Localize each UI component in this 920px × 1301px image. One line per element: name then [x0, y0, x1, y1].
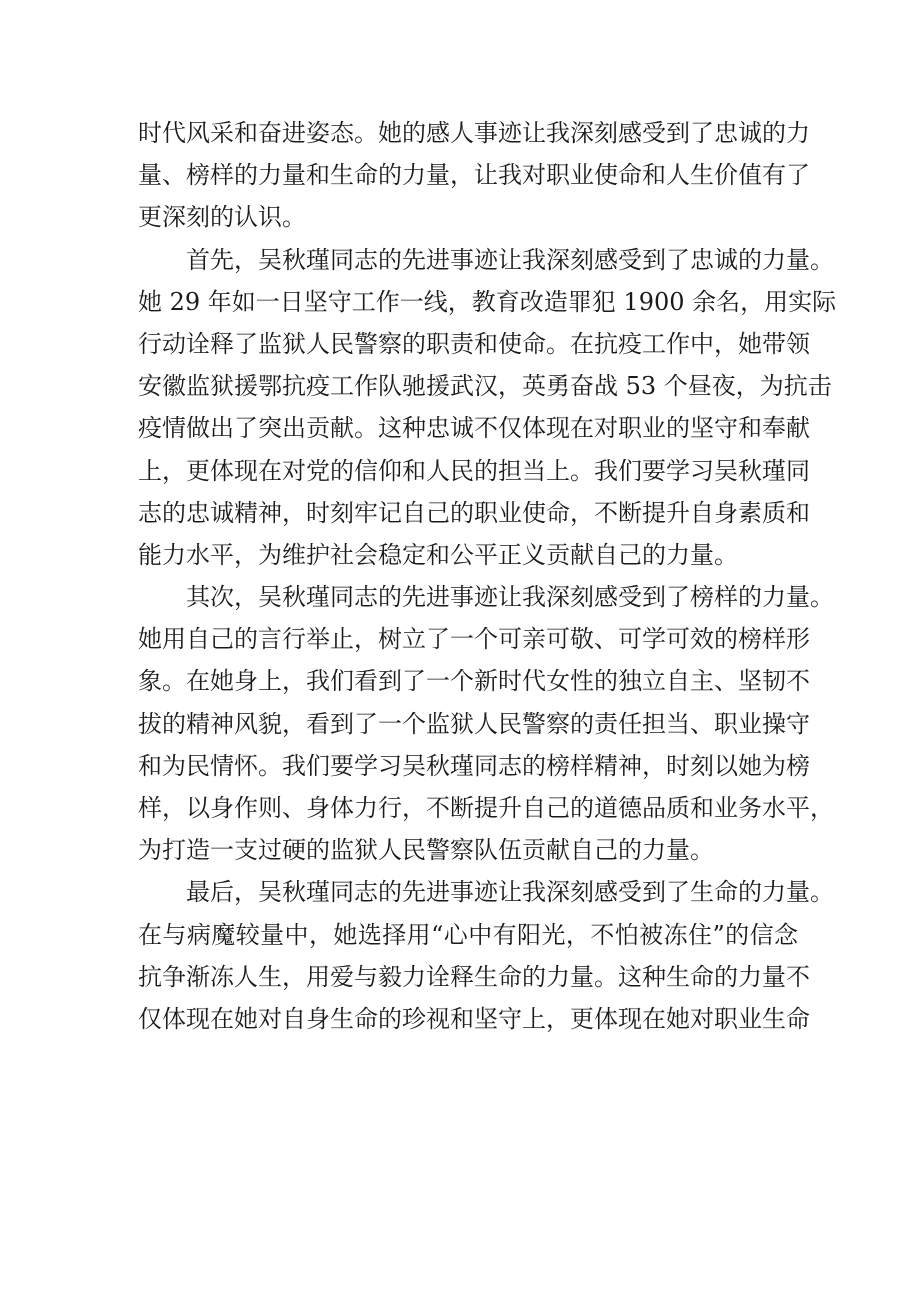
text-line: 她用自己的言行举止，树立了一个可亲可敬、可学可效的榜样形: [138, 625, 810, 654]
paragraph-loyalty: [138, 239, 837, 577]
text-line: 首先，吴秋瑾同志的先进事迹让我深刻感受到了忠诚的力量。: [186, 245, 834, 274]
text-line: 行动诠释了监狱人民警察的职责和使命。在抗疫工作中，她带领: [138, 329, 810, 358]
text-line: 最后，吴秋瑾同志的先进事迹让我深刻感受到了生命的力量。: [186, 878, 834, 907]
text-line: 她 29 年如一日坚守工作一线，教育改造罪犯 1900 余名，用实际: [138, 287, 837, 316]
text-line: 量、榜样的力量和生命的力量，让我对职业使命和人生价值有了: [138, 161, 810, 190]
document-body: [138, 112, 837, 1040]
paragraph-life: [138, 871, 834, 1040]
text-line: 为打造一支过硬的监狱人民警察队伍贡献自己的力量。: [138, 836, 714, 865]
text-line: 更深刻的认识。: [138, 203, 306, 232]
text-line: 样，以身作则、身体力行，不断提升自己的道德品质和业务水平，: [138, 794, 834, 822]
text-line: 疫情做出了突出贡献。这种忠诚不仅体现在对职业的坚守和奉献: [138, 414, 810, 443]
text-line: 能力水平，为维护社会稳定和公平正义贡献自己的力量。: [138, 540, 738, 569]
text-line: 抗争渐冻人生，用爱与毅力诠释生命的力量。这种生命的力量不: [138, 962, 810, 991]
text-line: 象。在她身上，我们看到了一个新时代女性的独立自主、坚韧不: [138, 667, 810, 696]
text-line: 安徽监狱援鄂抗疫工作队驰援武汉，英勇奋战 53 个昼夜，为抗击: [138, 372, 832, 401]
text-line: 和为民情怀。我们要学习吴秋瑾同志的榜样精神，时刻以她为榜: [138, 751, 810, 780]
text-line: 其次，吴秋瑾同志的先进事迹让我深刻感受到了榜样的力量。: [186, 583, 834, 612]
text-line: 在与病魔较量中，她选择用“心中有阳光，不怕被冻住”的信念: [138, 920, 798, 949]
text-line: 上，更体现在对党的信仰和人民的担当上。我们要学习吴秋瑾同: [138, 456, 810, 485]
paragraph-role-model: [138, 576, 834, 871]
paragraph-intro: [138, 112, 810, 239]
text-line: 拔的精神风貌，看到了一个监狱人民警察的责任担当、职业操守: [138, 709, 810, 738]
text-line: 仅体现在她对自身生命的珍视和坚守上，更体现在她对职业生命: [138, 1004, 810, 1033]
text-line: 时代风采和奋进姿态。她的感人事迹让我深刻感受到了忠诚的力: [138, 119, 810, 147]
text-line: 志的忠诚精神，时刻牢记自己的职业使命，不断提升自身素质和: [138, 498, 810, 527]
